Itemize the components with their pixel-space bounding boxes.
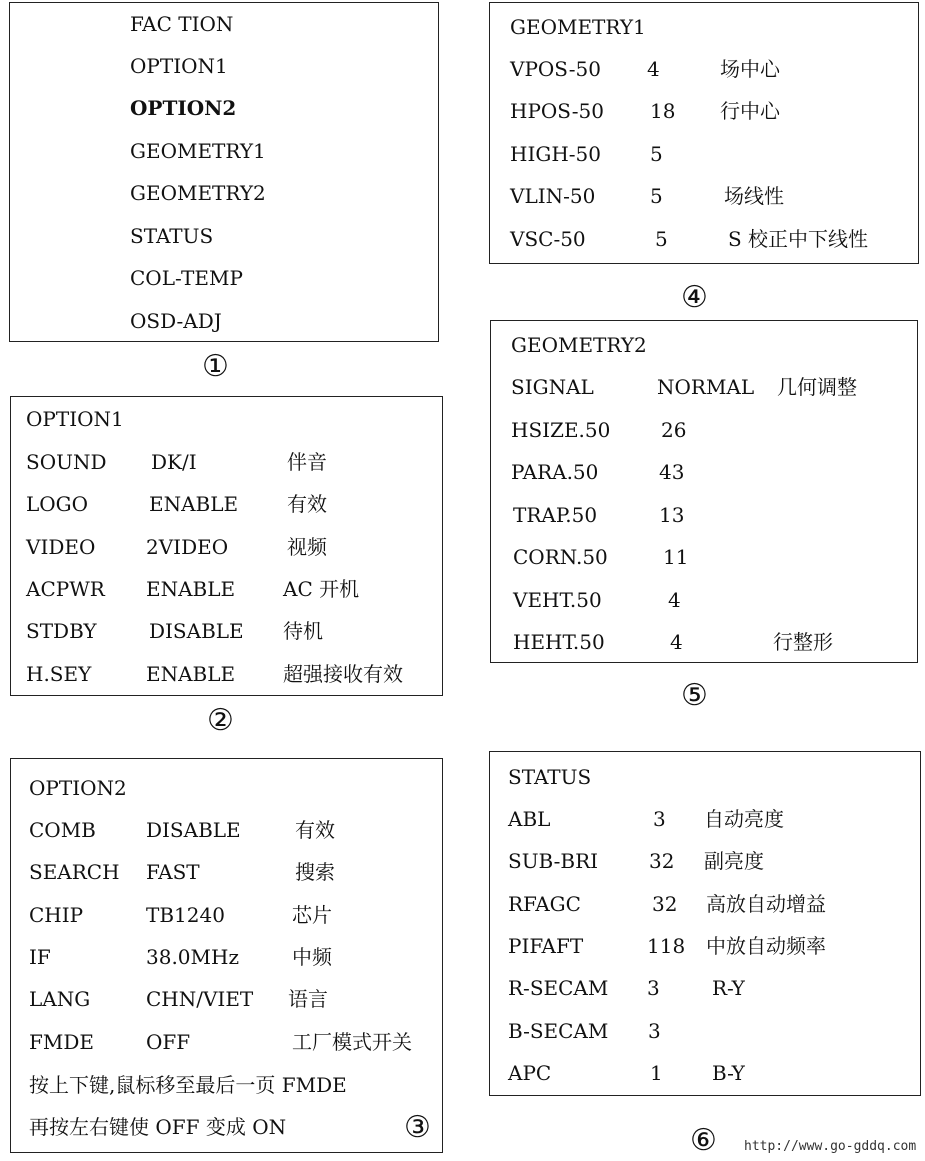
row-key: VSC-50 — [510, 227, 586, 251]
row-value: 118 — [647, 934, 686, 958]
row-desc: 场线性 — [724, 184, 784, 208]
menu-item-col-temp[interactable]: COL-TEMP — [130, 266, 243, 290]
figure-number-3: ③ — [404, 1110, 431, 1145]
row-value: 2VIDEO — [146, 535, 229, 559]
row-value: DK/I — [151, 450, 197, 474]
row-value: CHN/VIET — [146, 987, 254, 1011]
row-key: VIDEO — [26, 535, 96, 559]
row-desc: 芯片 — [292, 903, 332, 927]
panel-factory-menu — [9, 2, 439, 342]
row-key: STDBY — [26, 619, 97, 643]
row-key: HSIZE.50 — [511, 418, 611, 442]
menu-item-faction[interactable]: FAC TION — [130, 12, 234, 36]
panel-geometry1 — [489, 2, 919, 264]
row-value: 4 — [670, 630, 683, 654]
row-key: COMB — [29, 818, 96, 842]
row-desc: 中放自动频率 — [706, 934, 826, 958]
row-desc: 有效 — [295, 818, 335, 842]
row-key: ABL — [508, 807, 551, 831]
row-desc: 场中心 — [720, 57, 780, 81]
panel-geometry2 — [490, 320, 918, 663]
row-desc: 搜索 — [295, 860, 335, 884]
row-value: DISABLE — [149, 619, 244, 643]
row-value: 3 — [653, 807, 666, 831]
panel-status — [489, 751, 921, 1096]
row-value: 32 — [649, 849, 675, 873]
row-value: 18 — [650, 99, 676, 123]
row-value: 4 — [668, 588, 681, 612]
row-key: R-SECAM — [508, 976, 609, 1000]
instruction-line-2: 再按左右键使 OFF 变成 ON — [29, 1115, 287, 1139]
row-value: FAST — [146, 860, 200, 884]
figure-number-2: ② — [207, 703, 234, 738]
menu-item-option2-selected[interactable]: OPTION2 — [130, 96, 237, 120]
row-value: NORMAL — [657, 375, 755, 399]
row-desc: 工厂模式开关 — [292, 1030, 412, 1054]
row-key: CORN.50 — [513, 545, 608, 569]
menu-item-option1[interactable]: OPTION1 — [130, 54, 228, 78]
row-desc: 行整形 — [773, 630, 833, 654]
row-desc: 行中心 — [720, 99, 780, 123]
row-value: 3 — [648, 1019, 661, 1043]
row-value: TB1240 — [146, 903, 225, 927]
row-desc: 伴音 — [287, 450, 327, 474]
row-value: ENABLE — [146, 662, 236, 686]
row-key: ACPWR — [26, 577, 105, 601]
row-key: H.SEY — [26, 662, 92, 686]
row-value: ENABLE — [146, 577, 236, 601]
figure-number-1: ① — [202, 349, 229, 384]
row-key: APC — [508, 1061, 552, 1085]
watermark-url: http://www.go-gddq.com — [744, 1139, 917, 1154]
row-desc: 中频 — [292, 945, 332, 969]
row-desc: 自动亮度 — [704, 807, 784, 831]
row-value: 4 — [647, 57, 660, 81]
panel-option1 — [10, 396, 443, 696]
menu-item-geometry2[interactable]: GEOMETRY2 — [130, 181, 266, 205]
row-key: B-SECAM — [508, 1019, 609, 1043]
row-value: 5 — [650, 142, 663, 166]
row-desc: 待机 — [283, 619, 323, 643]
row-value: 38.0MHz — [146, 945, 239, 969]
row-value: 32 — [652, 892, 678, 916]
row-key: VPOS-50 — [510, 57, 601, 81]
panel-title: GEOMETRY2 — [511, 333, 647, 357]
figure-number-5: ⑤ — [681, 678, 708, 713]
row-key: HIGH-50 — [510, 142, 601, 166]
row-key: HEHT.50 — [513, 630, 605, 654]
row-key: SIGNAL — [511, 375, 594, 399]
row-desc: 几何调整 — [777, 375, 857, 399]
row-desc: R-Y — [712, 976, 745, 1000]
figure-number-4: ④ — [681, 280, 708, 315]
row-key: VEHT.50 — [513, 588, 602, 612]
row-value: ENABLE — [149, 492, 239, 516]
panel-title: OPTION2 — [29, 776, 127, 800]
row-desc: 高放自动增益 — [706, 892, 826, 916]
row-key: RFAGC — [508, 892, 581, 916]
row-value: 5 — [650, 184, 663, 208]
row-value: OFF — [146, 1030, 191, 1054]
menu-item-geometry1[interactable]: GEOMETRY1 — [130, 139, 266, 163]
row-desc: B-Y — [712, 1061, 745, 1085]
row-key: SEARCH — [29, 860, 120, 884]
row-value: 11 — [663, 545, 689, 569]
row-value: DISABLE — [146, 818, 241, 842]
row-desc: 副亮度 — [704, 849, 764, 873]
row-desc: 视频 — [287, 535, 327, 559]
row-key: IF — [29, 945, 51, 969]
row-key: VLIN-50 — [510, 184, 596, 208]
row-key: HPOS-50 — [510, 99, 604, 123]
row-value: 26 — [661, 418, 687, 442]
row-value: 5 — [655, 227, 668, 251]
row-desc: 语言 — [288, 987, 328, 1011]
row-value: 43 — [659, 460, 685, 484]
panel-option2 — [10, 758, 443, 1153]
row-key: LOGO — [26, 492, 89, 516]
row-value: 3 — [647, 976, 660, 1000]
figure-number-6: ⑥ — [690, 1123, 717, 1158]
row-desc: S 校正中下线性 — [728, 227, 869, 251]
menu-item-status[interactable]: STATUS — [130, 224, 214, 248]
row-key: FMDE — [29, 1030, 94, 1054]
row-key: SUB-BRI — [508, 849, 599, 873]
row-key: PIFAFT — [508, 934, 584, 958]
instruction-line-1: 按上下键,鼠标移至最后一页 FMDE — [29, 1073, 347, 1097]
row-key: SOUND — [26, 450, 107, 474]
row-key: LANG — [29, 987, 91, 1011]
row-desc: 有效 — [287, 492, 327, 516]
row-desc: AC 开机 — [283, 577, 360, 601]
panel-title: STATUS — [508, 765, 592, 789]
row-key: PARA.50 — [511, 460, 599, 484]
row-key: TRAP.50 — [513, 503, 598, 527]
menu-item-osd-adj[interactable]: OSD-ADJ — [130, 309, 222, 333]
row-value: 13 — [659, 503, 685, 527]
row-desc: 超强接收有效 — [283, 662, 403, 686]
panel-title: GEOMETRY1 — [510, 15, 646, 39]
panel-title: OPTION1 — [26, 407, 124, 431]
row-value: 1 — [650, 1061, 663, 1085]
row-key: CHIP — [29, 903, 84, 927]
